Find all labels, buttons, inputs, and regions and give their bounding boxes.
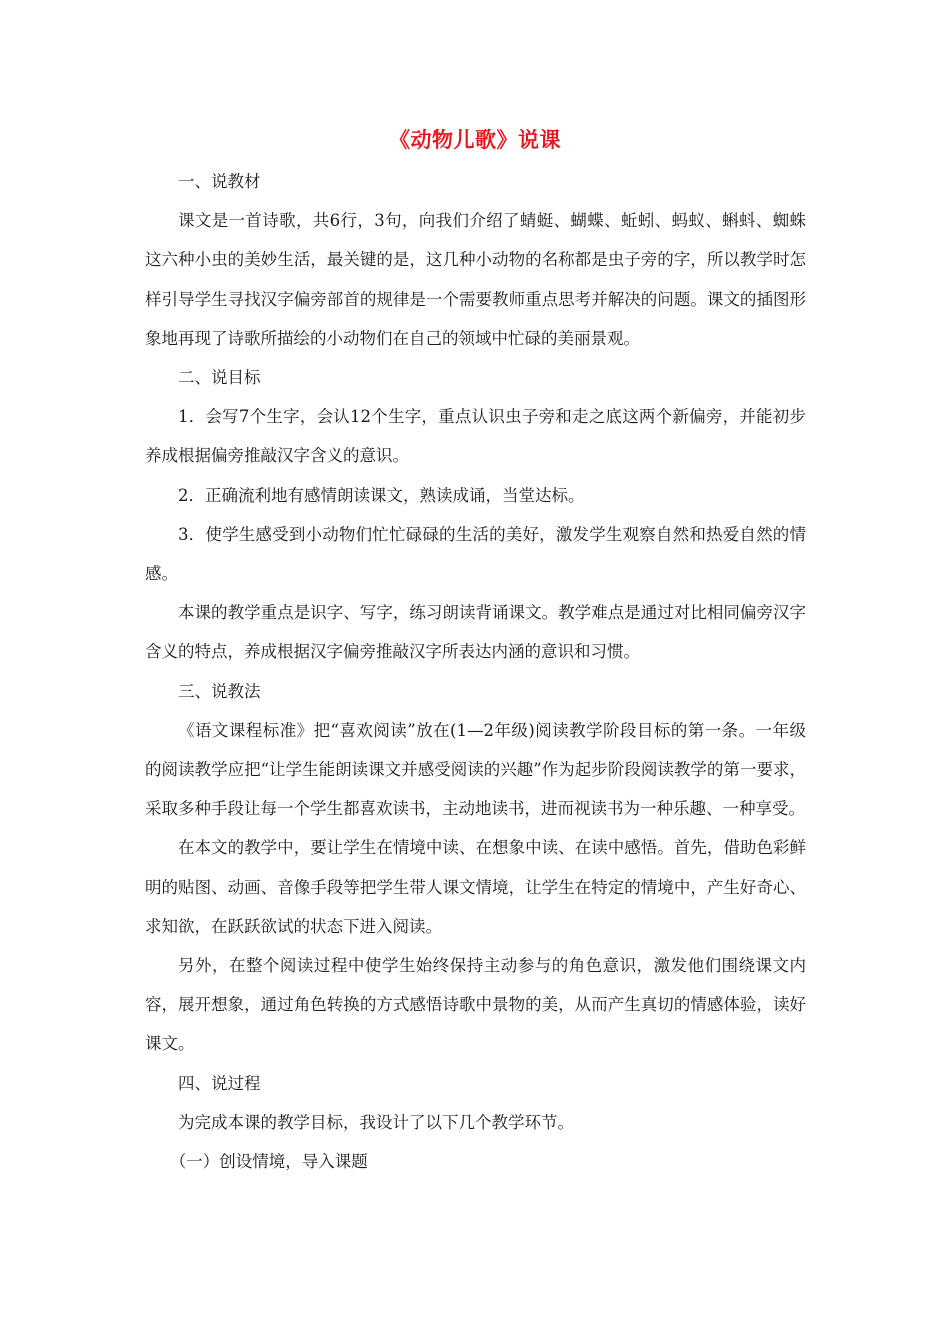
section-heading-teaching-material: 一、说教材	[178, 172, 261, 191]
document-body	[145, 162, 806, 1181]
paragraph: 2．正确流利地有感情朗读课文，熟读成诵，当堂达标。	[178, 485, 585, 505]
section-heading-methods: 三、说教法	[178, 681, 261, 701]
paragraph: 在本文的教学中，要让学生在情境中读、在想象中读、在读中感悟。首先，借助色彩鲜明的贴图、动画、音像手段等把学生带人课文情境，让学生在特定的情境中，产生好奇心、求知欲，在跃跃欲试的状态下进入阅读。	[145, 838, 806, 936]
paragraph: 1．会写7个生字，会认12个生字，重点认识虫子旁和走之底这两个新偏旁，并能初步养成根据偏旁推敲汉字含义的意识。	[145, 407, 806, 466]
paragraph: 为完成本课的教学目标，我设计了以下几个教学环节。	[178, 1112, 574, 1132]
paragraph: 另外，在整个阅读过程中使学生始终保持主动参与的角色意识，激发他们围绕课文内容，展开想象，通过角色转换的方式感悟诗歌中景物的美，从而产生真切的情感体验，读好课文。	[145, 956, 806, 1054]
subsection-heading: （一）创设情境，导入课题	[169, 1152, 368, 1172]
paragraph: 本课的教学重点是识字、写字，练习朗读背诵课文。教学难点是通过对比相同偏旁汉字含义的特点，养成根据汉字偏旁推敲汉字所表达内涵的意识和习惯。	[145, 603, 806, 662]
section-heading-process: 四、说过程	[178, 1073, 261, 1093]
paragraph: 课文是一首诗歌，共6行，3句，向我们介绍了蜻蜓、蝴蝶、蚯蚓、蚂蚁、蝌蚪、蜘蛛这六种小虫的美妙生活，最关键的是，这几种小动物的名称都是虫子旁的字，所以教学时怎样引导学生寻找汉字偏旁部首的规律是一个需要教师重点思考并解决的问题。课文的插图形象地再现了诗歌所描绘的小动物们在自己的领域中忙碌的美丽景观。	[145, 211, 806, 348]
paragraph: 3．使学生感受到小动物们忙忙碌碌的生活的美好，激发学生观察自然和热爱自然的情感。	[145, 524, 806, 584]
section-heading-objectives: 二、说目标	[178, 368, 261, 388]
paragraph: 《语文课程标准》把“喜欢阅读”放在(1—2年级)阅读教学阶段目标的第一条。一年级的阅读教学应把“让学生能朗读课文并感受阅读的兴趣”作为起步阶段阅读教学的第一要求，采取多种手段让每一个学生都喜欢读书，主动地读书，进而视读书为一种乐趣、一种享受。	[145, 720, 806, 819]
document-title: 《动物儿歌》说课	[389, 127, 561, 152]
